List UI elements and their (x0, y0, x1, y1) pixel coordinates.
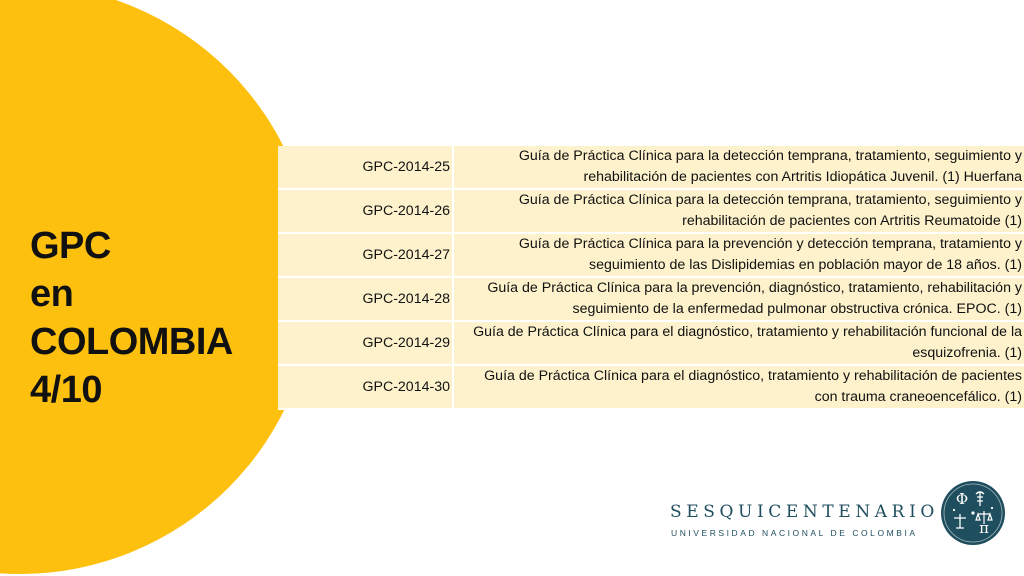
guideline-code: GPC-2014-28 (278, 277, 453, 321)
guideline-description: Guía de Práctica Clínica para la detección temprana, tratamiento, seguimiento y rehabilitación de pacientes con Artritis Idiopática Juvenil. (1) Huerfana (453, 146, 1024, 189)
title-line-2: en (30, 273, 74, 315)
guideline-code: GPC-2014-29 (278, 321, 453, 365)
title-line-4: 4/10 (30, 369, 102, 411)
guideline-description: Guía de Práctica Clínica para la prevención y detección temprana, tratamiento y seguimiento de las Dislipidemias en población mayor de 18 años. (1) (453, 233, 1024, 277)
guideline-code: GPC-2014-27 (278, 233, 453, 277)
seal-phi-symbol: Φ (955, 490, 969, 508)
table-row (278, 365, 1024, 409)
title-line-1: GPC (30, 225, 111, 267)
guidelines-table-container (278, 146, 1024, 410)
table-row (278, 189, 1024, 233)
guideline-code: GPC-2014-25 (278, 146, 453, 189)
guideline-description: Guía de Práctica Clínica para la detección temprana, tratamiento, seguimiento y rehabilitación de pacientes con Artritis Reumatoide (1) (453, 189, 1024, 233)
table-row (278, 277, 1024, 321)
title-line-3: COLOMBIA (30, 321, 233, 363)
guideline-code: GPC-2014-26 (278, 189, 453, 233)
guideline-code: GPC-2014-30 (278, 365, 453, 409)
table-row (278, 146, 1024, 189)
table-row (278, 233, 1024, 277)
university-seal-icon (940, 480, 1006, 546)
logo-name: SESQUICENTENARIO (670, 502, 939, 522)
logo-subtitle: UNIVERSIDAD NACIONAL DE COLOMBIA (671, 528, 918, 538)
slide-title (30, 222, 290, 414)
seal-pi-symbol: π (979, 519, 989, 537)
guideline-description: Guía de Práctica Clínica para el diagnóstico, tratamiento y rehabilitación funcional de la esquizofrenia. (1) (453, 321, 1024, 365)
table-row (278, 321, 1024, 365)
guidelines-table (278, 146, 1024, 410)
university-logo (668, 480, 1024, 550)
guideline-description: Guía de Práctica Clínica para la prevención, diagnóstico, tratamiento, rehabilitación y seguimiento de la enfermedad pulmonar obstructiva crónica. EPOC. (1) (453, 277, 1024, 321)
guideline-description: Guía de Práctica Clínica para el diagnóstico, tratamiento y rehabilitación de pacientes con trauma craneoencefálico. (1) (453, 365, 1024, 409)
